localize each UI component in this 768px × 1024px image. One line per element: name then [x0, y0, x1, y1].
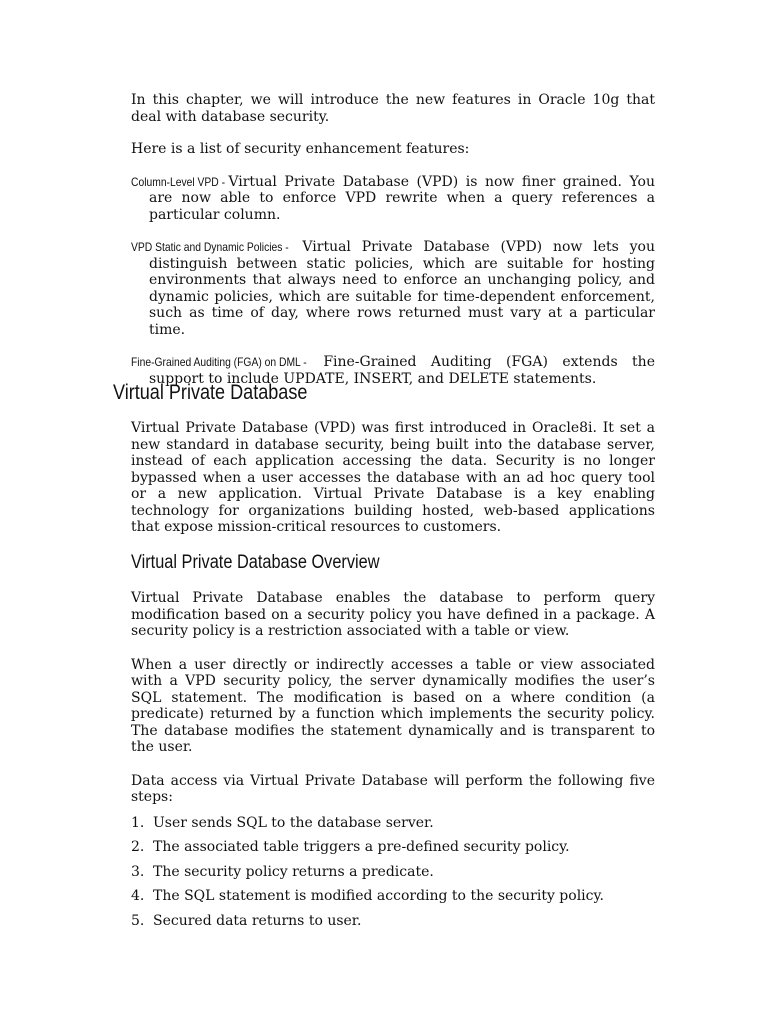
step-number: 1. [131, 814, 145, 831]
step-text: The associated table triggers a pre-defined security policy. [153, 839, 570, 855]
subsection-heading: Virtual Private Database Overview [131, 552, 380, 573]
intro-paragraph: In this chapter, we will introduce the new features in Oracle 10g that deal with database security. [131, 92, 655, 125]
step-text: User sends SQL to the database server. [153, 814, 434, 831]
feature-item [131, 174, 655, 224]
feature-description: Virtual Private Database (VPD) now lets you distinguish between static policies, which are suitable for hosting environments that always need to enforce an unchanging policy, and dynamic policies, which are suitable for time-dependent enforcement, such as time of day, where rows returned must vary at a particular time. [149, 239, 655, 338]
list-item [131, 888, 655, 905]
features-lead-in: Here is a list of security enhancement features: [131, 141, 470, 157]
step-number: 3. [131, 863, 145, 880]
overview-paragraph: When a user directly or indirectly accesses a table or view associated with a VPD security policy, the server dynamically modifies the user’s SQL statement. The modification is based on a where condition (a predicate) returned by a function which implements the security policy. The database modifies the statement dynamically and is transparent to the user. [131, 656, 655, 755]
step-number: 5. [131, 912, 145, 929]
section-paragraph: Virtual Private Database (VPD) was first introduced in Oracle8i. It set a new standard in database security, being built into the database server, instead of each application accessing the data. Security is no longer bypassed when a user accesses the database with an ad hoc query tool or a new application. Virtual Private Database is a key enabling technology for organizations building hosted, web-based applications that expose mission-critical resources to customers. [131, 420, 655, 535]
list-item [131, 864, 655, 881]
step-number: 2. [131, 839, 145, 855]
feature-term: VPD Static and Dynamic Policies - [131, 240, 289, 254]
step-number: 4. [131, 888, 145, 904]
subsection-body [131, 590, 655, 937]
intro-block [131, 92, 655, 403]
list-item [131, 839, 655, 856]
feature-term: Column-Level VPD - [131, 174, 226, 189]
feature-description: Fine-Grained Auditing (FGA) extends the support to include UPDATE, INSERT, and DELETE statements. [149, 354, 655, 387]
step-text: Secured data returns to user. [153, 912, 362, 929]
section-heading: Virtual Private Database [113, 381, 308, 404]
feature-term: Fine-Grained Auditing (FGA) on DML - [131, 355, 307, 369]
steps-lead-in: Data access via Virtual Private Database will perform the following five steps: [131, 772, 655, 805]
feature-description: Virtual Private Database (VPD) is now finer grained. You are now able to enforce VPD rewrite when a query references a particular column. [149, 173, 655, 223]
steps-list [131, 815, 655, 930]
step-text: The SQL statement is modified according to the security policy. [153, 888, 604, 904]
feature-item [131, 239, 655, 338]
section-body [131, 420, 655, 536]
step-text: The security policy returns a predicate. [153, 863, 434, 880]
overview-paragraph: Virtual Private Database enables the database to perform query modification based on a security policy you have defined in a package. A security policy is a restriction associated with a table or view. [131, 590, 655, 639]
list-item [131, 913, 655, 930]
list-item [131, 815, 655, 832]
